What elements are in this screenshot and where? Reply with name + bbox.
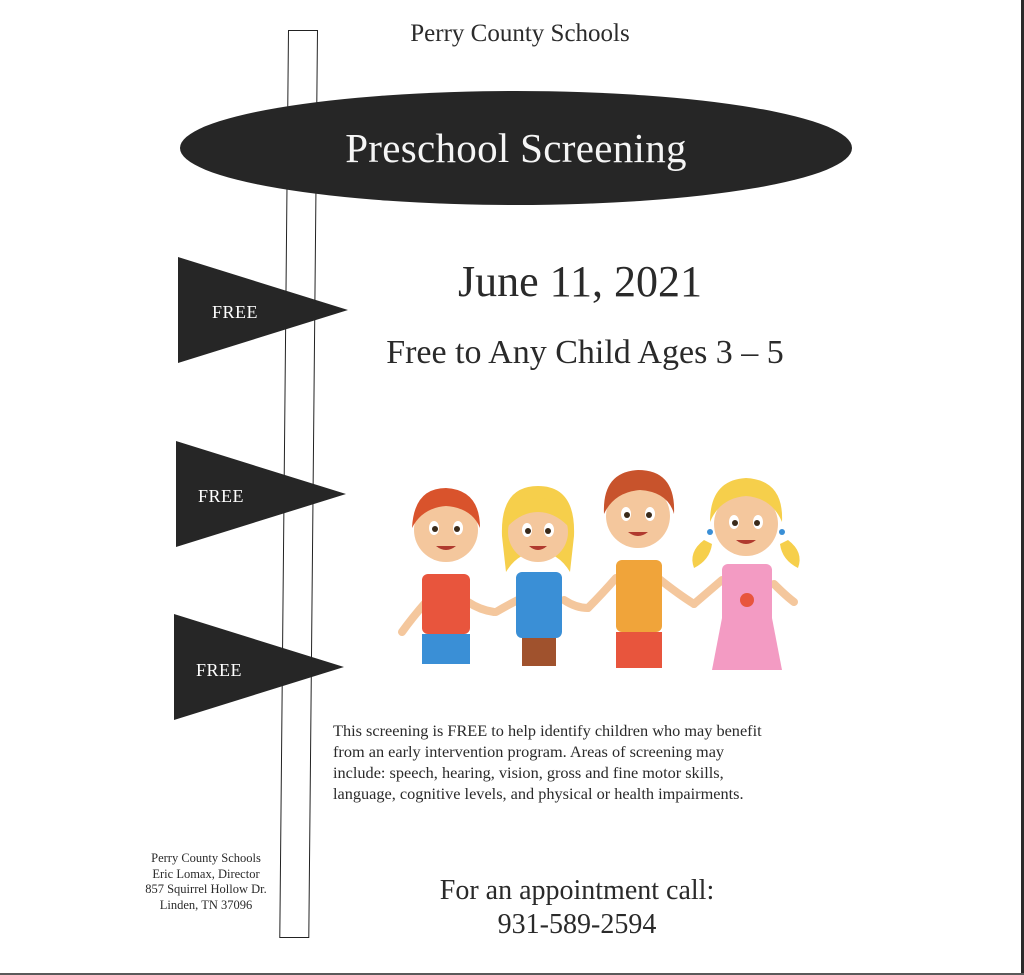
appointment-phone: 931-589-2594 <box>497 909 657 940</box>
child-4 <box>692 478 799 670</box>
child-1 <box>412 488 480 664</box>
org-name-header: Perry County Schools <box>410 20 630 47</box>
page-title: Preschool Screening <box>345 125 687 171</box>
appointment-prompt: For an appointment call: <box>439 875 715 906</box>
event-eligibility: Free to Any Child Ages 3 – 5 <box>386 334 784 371</box>
pennant-label-1: FREE <box>212 302 259 322</box>
children-illustration <box>388 432 806 674</box>
title-banner <box>180 91 852 205</box>
child-2 <box>502 486 574 666</box>
contact-city-state-zip: Linden, TN 37096 <box>159 897 253 912</box>
description-line-1: This screening is FREE to help identify children who may benefit <box>333 721 762 740</box>
contact-street: 857 Squirrel Hollow Dr. <box>145 882 267 896</box>
screening-description <box>333 720 833 804</box>
pennant-flag-1 <box>178 257 348 363</box>
contact-address-block <box>120 851 292 913</box>
appointment-callout <box>380 874 774 942</box>
contact-org-name: Perry County Schools <box>151 851 261 865</box>
contact-director: Eric Lomax, Director <box>152 866 260 881</box>
description-line-2: from an early intervention program. Areas of screening may <box>333 742 725 761</box>
event-date: June 11, 2021 <box>457 257 703 306</box>
pennant-label-3: FREE <box>196 660 243 680</box>
pennant-label-2: FREE <box>198 486 245 506</box>
description-line-3: include: speech, hearing, vision, gross and fine motor skills, <box>333 763 724 782</box>
child-3 <box>604 470 674 668</box>
description-line-4: language, cognitive levels, and physical or health impairments. <box>333 784 744 803</box>
